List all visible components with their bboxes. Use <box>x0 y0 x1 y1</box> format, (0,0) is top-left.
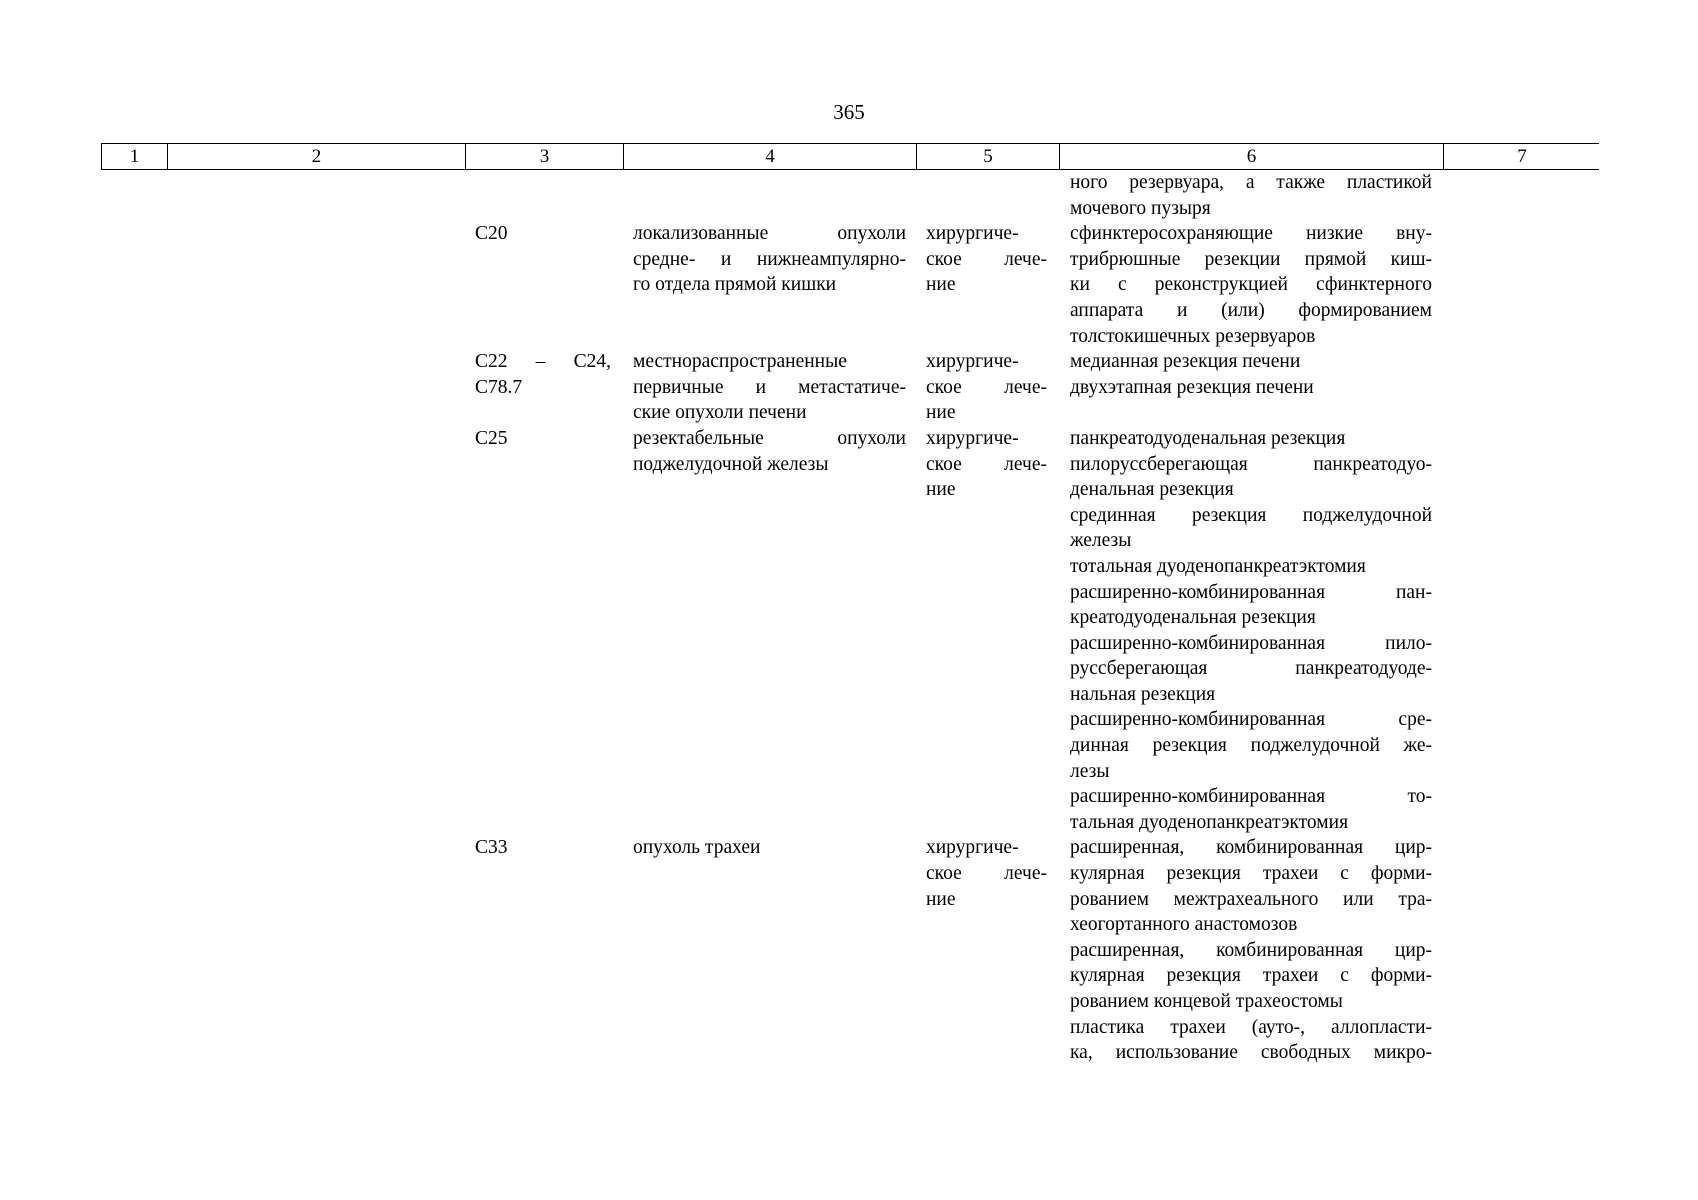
diagnosis-cell <box>623 349 916 426</box>
code-cell-line: C22 – C24, <box>475 351 611 373</box>
code-cell-line: C20 <box>475 223 508 245</box>
treatment-cell-line: ние <box>926 888 956 910</box>
method-cell-line: расширенно-комбинированная то- <box>1070 786 1432 808</box>
method-cell-line: трибрюшные резекции прямой киш- <box>1070 248 1432 270</box>
method-cell-line: толстокишечных резервуаров <box>1070 325 1316 347</box>
table-body <box>101 170 1599 1066</box>
method-cell-line: расширенно-комбинированная пан- <box>1070 581 1432 603</box>
diagnosis-cell-line: резектабельные опухоли <box>633 427 906 449</box>
diagnosis-cell-line: поджелудочной железы <box>633 453 829 475</box>
method-cell-line: ки с реконструкцией сфинктерного <box>1070 274 1432 296</box>
empty-cell <box>916 170 1059 221</box>
empty-cell <box>167 221 465 349</box>
header-col-7: 7 <box>1517 146 1527 167</box>
method-cell-line: расширенная, комбинированная цир- <box>1070 939 1432 961</box>
method-cell-line: панкреатодуоденальная резекция <box>1070 427 1346 449</box>
header-col-3: 3 <box>466 144 624 169</box>
method-cell-line: денальная резекция <box>1070 479 1234 501</box>
diagnosis-cell-line: местнораспространенные <box>633 351 847 373</box>
method-cell-line: расширенная, комбинированная цир- <box>1070 837 1432 859</box>
method-cell-line: пластика трахеи (ауто-, аллопласти- <box>1070 1016 1432 1038</box>
method-cell-line: аппарата и (или) формированием <box>1070 299 1432 321</box>
method-cell-line: лезы <box>1070 760 1110 782</box>
method-cell-line: кулярная резекция трахеи с форми- <box>1070 863 1432 885</box>
method-cell-line: руссберегающая панкреатодуоде- <box>1070 658 1432 680</box>
method-cell <box>1059 349 1443 426</box>
diagnosis-cell-line: средне- и нижнеампулярно- <box>633 248 906 270</box>
method-cell-line: ного резервуара, а также пластикой <box>1070 172 1432 193</box>
empty-cell <box>1443 349 1599 426</box>
code-cell-line: C78.7 <box>475 376 523 398</box>
treatment-cell-line: ние <box>926 274 956 296</box>
code-cell <box>465 349 623 426</box>
diagnosis-cell-line: го отдела прямой кишки <box>633 274 837 296</box>
diagnosis-cell <box>623 221 916 349</box>
treatment-cell-line: хирургиче- <box>926 351 1019 373</box>
method-cell-line: мочевого пузыря <box>1070 197 1211 219</box>
method-cell-line: рованием межтрахеального или тра- <box>1070 888 1432 910</box>
header-col-2: 2 <box>168 144 466 169</box>
method-cell-line: расширенно-комбинированная пило- <box>1070 632 1432 654</box>
empty-cell <box>167 835 465 1065</box>
method-cell-line: динная резекция поджелудочной же- <box>1070 735 1432 757</box>
empty-cell <box>167 349 465 426</box>
table-row <box>101 426 1599 836</box>
diagnosis-cell-line: локализованные опухоли <box>633 223 906 245</box>
method-cell-line: тотальная дуоденопанкреатэктомия <box>1070 555 1366 577</box>
treatment-cell-line: ское лече- <box>926 248 1047 270</box>
treatment-cell <box>916 426 1059 836</box>
method-cell-line: расширенно-комбинированная сре- <box>1070 709 1432 731</box>
method-cell-line: хеогортанного анастомозов <box>1070 914 1298 936</box>
empty-cell <box>101 835 167 1065</box>
method-cell <box>1059 170 1443 221</box>
header-col-4: 4 <box>624 144 917 169</box>
method-cell-line: двухэтапная резекция печени <box>1070 376 1314 398</box>
treatment-cell-line: хирургиче- <box>926 837 1019 859</box>
treatment-cell-line: ское лече- <box>926 453 1047 475</box>
method-cell-line: сфинктеросохраняющие низкие вну- <box>1070 223 1432 245</box>
empty-cell <box>167 426 465 836</box>
table-row <box>101 349 1599 426</box>
empty-cell <box>1443 426 1599 836</box>
empty-cell <box>101 221 167 349</box>
diagnosis-cell-line: ские опухоли печени <box>633 402 807 424</box>
method-cell <box>1059 221 1443 349</box>
method-cell <box>1059 426 1443 836</box>
empty-cell <box>1443 221 1599 349</box>
empty-cell <box>623 170 916 221</box>
table-row-continuation <box>101 170 1599 221</box>
method-cell-line: медианная резекция печени <box>1070 351 1301 373</box>
diagnosis-cell-line: первичные и метастатиче- <box>633 376 906 398</box>
method-cell-line: креатодуоденальная резекция <box>1070 607 1316 629</box>
code-cell <box>465 426 623 836</box>
header-col-6: 6 <box>1060 144 1444 169</box>
code-cell-line: C33 <box>475 837 508 859</box>
treatment-cell-line: ние <box>926 402 956 424</box>
diagnosis-cell <box>623 835 916 1065</box>
treatment-cell-line: ское лече- <box>926 376 1047 398</box>
treatment-cell <box>916 349 1059 426</box>
header-col-5: 5 <box>917 144 1060 169</box>
empty-cell <box>101 349 167 426</box>
empty-cell <box>101 170 167 221</box>
method-cell-line: тальная дуоденопанкреатэктомия <box>1070 811 1349 833</box>
method-cell-line: срединная резекция поджелудочной <box>1070 504 1432 526</box>
method-cell-line: железы <box>1070 530 1132 552</box>
header-col-1: 1 <box>102 144 168 169</box>
method-cell-line: кулярная резекция трахеи с форми- <box>1070 965 1432 987</box>
method-cell-line: нальная резекция <box>1070 683 1216 705</box>
table-row <box>101 221 1599 349</box>
treatment-cell-line: ние <box>926 479 956 501</box>
diagnosis-cell <box>623 426 916 836</box>
table-header <box>101 143 1599 170</box>
method-cell-line: пилоруссберегающая панкреатодуо- <box>1070 453 1432 475</box>
code-cell <box>465 835 623 1065</box>
treatment-cell-line: хирургиче- <box>926 223 1019 245</box>
treatment-cell-line: ское лече- <box>926 863 1047 885</box>
code-cell <box>465 221 623 349</box>
method-cell-line: рованием концевой трахеостомы <box>1070 991 1343 1012</box>
method-cell-line: ка, использование свободных микро- <box>1070 1042 1432 1064</box>
method-cell <box>1059 835 1443 1065</box>
table-row <box>101 835 1599 1065</box>
empty-cell <box>465 170 623 221</box>
page-number: 365 <box>833 100 865 124</box>
treatment-cell <box>916 221 1059 349</box>
code-cell-line: C25 <box>475 427 508 449</box>
treatment-cell <box>916 835 1059 1065</box>
empty-cell <box>101 426 167 836</box>
treatment-cell-line: хирургиче- <box>926 427 1019 449</box>
empty-cell <box>167 170 465 221</box>
diagnosis-cell-line: опухоль трахеи <box>633 837 761 859</box>
empty-cell <box>1443 835 1599 1065</box>
